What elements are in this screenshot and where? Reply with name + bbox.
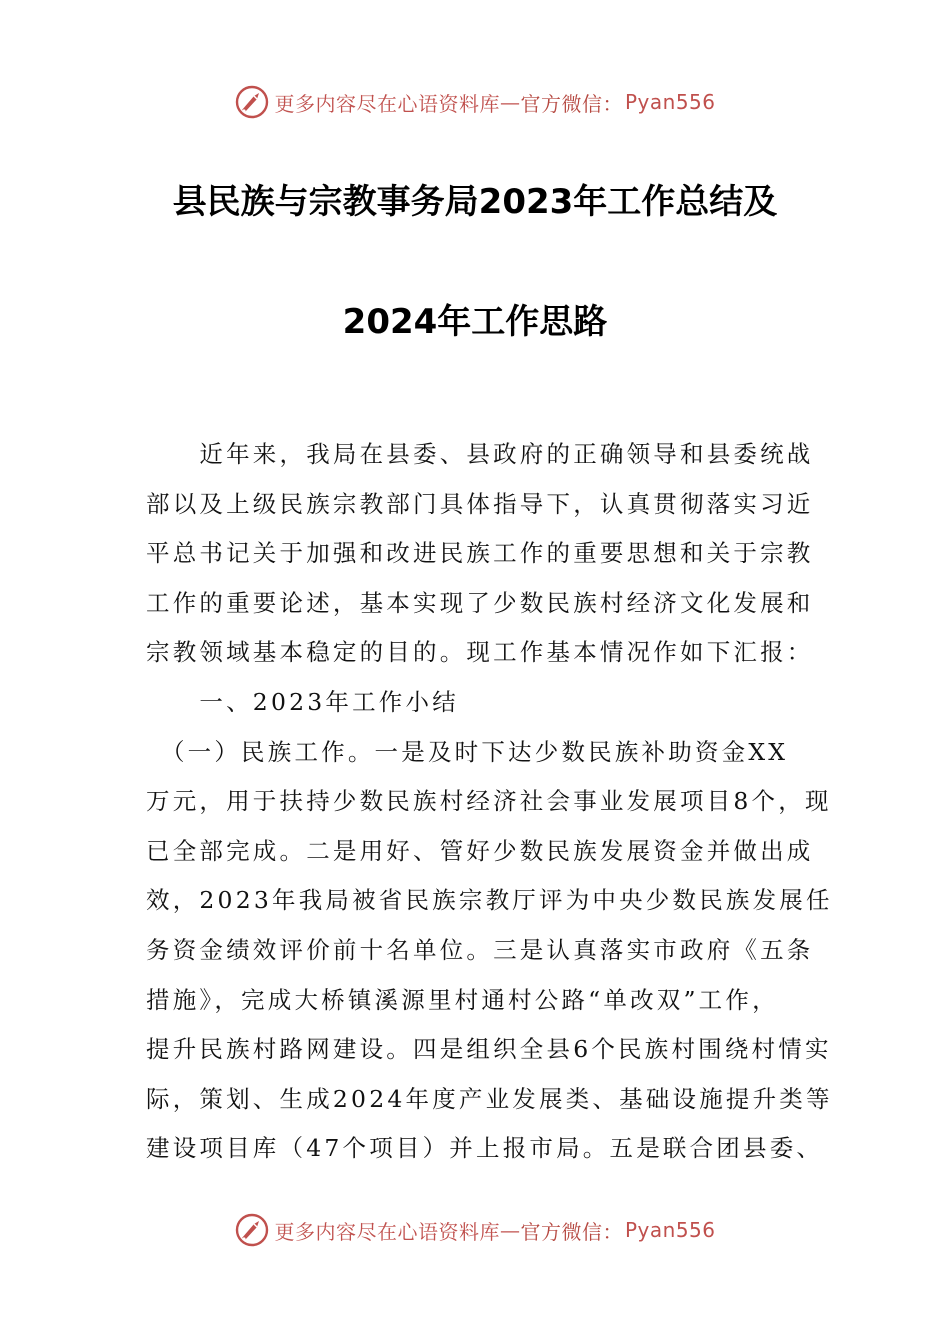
watermark-separator: — [499,90,521,114]
watermark-brand: 更多内容尽在心语资料库 [274,1219,500,1244]
watermark-wechat-label: 官方微信： [520,1219,623,1244]
body-line: 务资金绩效评价前十名单位。三是认真落实市政府《五条 [146,935,814,964]
body-line: 提升民族村路网建设。四是组织全县6个民族村围绕村情实 [146,1035,832,1064]
body-line: 建设项目库（47个项目）并上报市局。五是联合团县委、 [146,1134,824,1163]
watermark-wechat-id: Pyan556 [624,90,716,114]
body-line: 近年来，我局在县委、县政府的正确领导和县委统战 [146,440,814,468]
watermark-wechat-id: Pyan556 [624,1218,716,1242]
section-heading: 一、2023年工作小结 [146,687,459,716]
watermark-wechat-label: 官方微信： [520,91,623,116]
document-title-line1: 县民族与宗教事务局2023年工作总结及 [172,182,778,222]
body-line: 际，策划、生成2024年度产业发展类、基础设施提升类等 [146,1084,833,1113]
body-line: 措施》，完成大桥镇溪源里村通村公路“单改双”工作， [146,985,779,1014]
body-line: 宗教领域基本稳定的目的。现工作基本情况作如下汇报： [146,638,814,667]
pen-logo-icon [234,1212,270,1248]
body-line: 部以及上级民族宗教部门具体指导下，认真贯彻落实习近 [146,489,814,518]
body-line: 工作的重要论述，基本实现了少数民族村经济文化发展和 [146,588,814,617]
body-line: 万元，用于扶持少数民族村经济社会事业发展项目8个，现 [146,787,832,816]
watermark-brand: 更多内容尽在心语资料库 [274,91,500,116]
watermark-separator: — [499,1218,521,1242]
body-line: 平总书记关于加强和改进民族工作的重要思想和关于宗教 [146,539,814,568]
document-title-line2: 2024年工作思路 [342,302,608,342]
watermark-footer [0,1208,950,1252]
body-line: 已全部完成。二是用好、管好少数民族发展资金并做出成 [146,836,814,865]
body-line: 效，2023年我局被省民族宗教厅评为中央少数民族发展任 [146,886,833,915]
document-body [146,430,833,1174]
pen-logo-icon [234,84,270,120]
body-line: （一）民族工作。一是及时下达少数民族补助资金XX [146,737,789,766]
watermark-header [0,80,950,124]
